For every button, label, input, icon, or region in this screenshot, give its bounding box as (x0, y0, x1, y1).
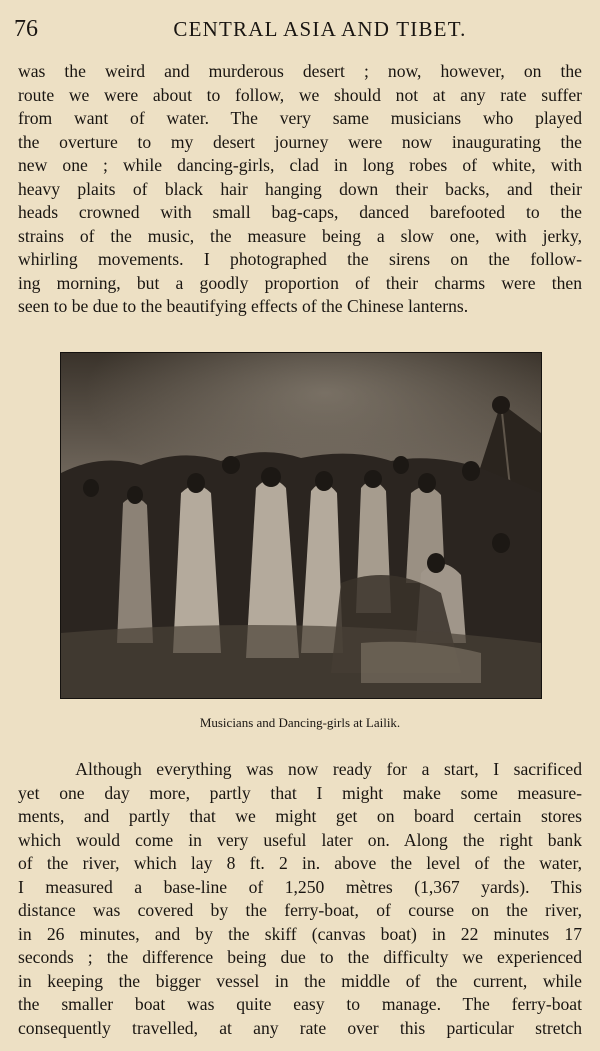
text-line: the overture to my desert journey were now inaugurating the (18, 131, 582, 152)
text-line: of the river, which lay 8 ft. 2 in. above the level of the water, (18, 853, 582, 873)
page-header (14, 14, 586, 44)
figure-caption: Musicians and Dancing-girls at Lailik. (199, 715, 401, 730)
text-line: in 26 minutes, and by the skiff (canvas boat) in 22 minutes 17 (18, 923, 582, 944)
text-line: the smaller boat was quite easy to manage. The ferry-boat (18, 994, 582, 1014)
text-line: was the weird and murderous desert ; now, however, on the (18, 61, 582, 81)
text-line: heads crowned with small bag-caps, danced barefooted to the (18, 202, 582, 222)
text-line: Although everything was now ready for a start, I sacrificed (18, 759, 582, 779)
text-line: consequently travelled, at any rate over this particular stretch (18, 1017, 582, 1038)
paragraph-bottom (18, 758, 582, 1040)
text-line: in keeping the bigger vessel in the middle of the current, while (18, 970, 582, 991)
text-line: from want of water. The very same musicians who played (18, 108, 582, 128)
text-line: distance was covered by the ferry-boat, of course on the river, (18, 900, 582, 920)
text-line: seen to be due to the beautifying effects of the Chinese lanterns. (18, 296, 469, 316)
text-line: which would come in very useful later on. Along the right bank (18, 829, 582, 850)
text-line: I measured a base-line of 1,250 mètres (1,367 yards). This (18, 876, 582, 897)
running-title: CENTRAL ASIA AND TIBET. (173, 17, 467, 41)
text-line: whirling movements. I photographed the sirens on the follow- (18, 249, 582, 269)
photograph-plate (60, 352, 542, 699)
text-line: ing morning, but a goodly proportion of their charms were then (18, 272, 582, 293)
paragraph-top (18, 60, 582, 319)
photograph-image (61, 353, 541, 698)
page-number: 76 (14, 16, 38, 42)
text-line: ments, and partly that we might get on board certain stores (18, 806, 582, 826)
text-line: yet one day more, partly that I might make some measure- (18, 782, 582, 803)
text-line: new one ; while dancing-girls, clad in long robes of white, with (18, 155, 582, 175)
text-line: strains of the music, the measure being a slow one, with jerky, (18, 225, 582, 246)
text-line: heavy plaits of black hair hanging down their backs, and their (18, 178, 582, 199)
text-line: seconds ; the difference being due to the difficulty we experienced (18, 947, 582, 967)
text-line: route we were about to follow, we should not at any rate suffer (18, 84, 582, 105)
